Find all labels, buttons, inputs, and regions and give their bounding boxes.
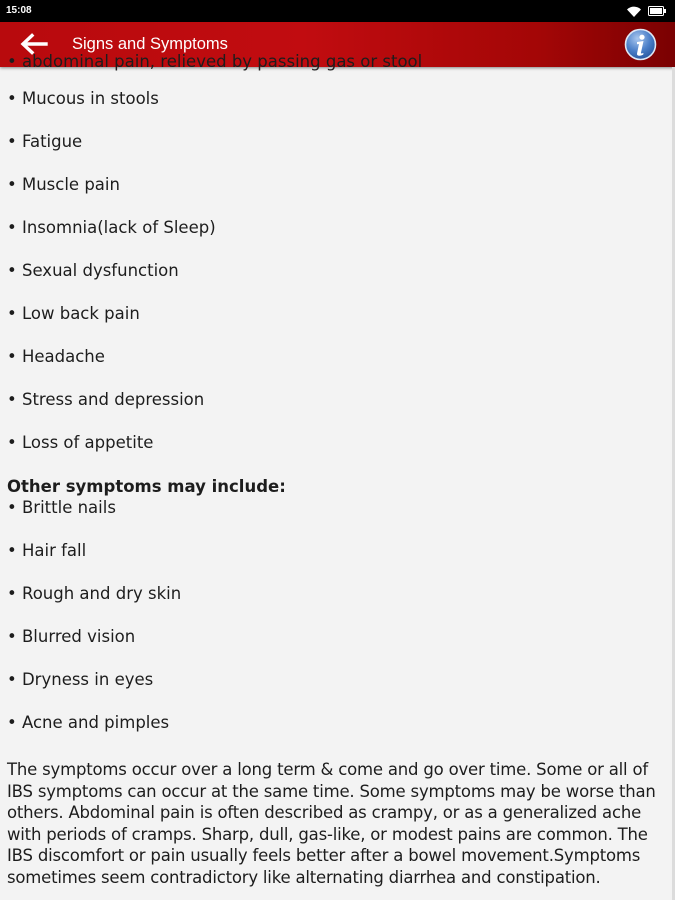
list-item: • Rough and dry skin <box>7 584 182 603</box>
list-item: • Stress and depression <box>7 390 205 409</box>
list-item: • Mucous in stools <box>7 89 159 108</box>
list-item: • Blurred vision <box>7 627 136 646</box>
list-item: • Dryness in eyes <box>7 670 154 689</box>
list-item: • Brittle nails <box>7 498 116 517</box>
list-item: • Muscle pain <box>7 175 120 194</box>
status-time: 15:08 <box>6 5 32 16</box>
list-item: • Hair fall <box>7 541 87 560</box>
list-item: • Insomnia(lack of Sleep) <box>7 218 216 237</box>
wifi-icon <box>627 6 641 17</box>
status-bar <box>0 0 675 22</box>
list-item: • Headache <box>7 347 105 366</box>
page-title: Signs and Symptoms <box>72 35 228 53</box>
other-symptoms-heading: Other symptoms may include: <box>7 477 286 496</box>
info-button[interactable] <box>624 28 657 61</box>
battery-icon <box>648 6 667 16</box>
list-item: • Acne and pimples <box>7 713 170 732</box>
status-icons <box>627 4 667 18</box>
list-item: • Fatigue <box>7 132 83 151</box>
list-item: • Low back pain <box>7 304 140 323</box>
summary-paragraph: The symptoms occur over a long term & come and go over time. Some or all of IBS symptoms can occur at the same time. Some symptoms may be worse than others. Abdominal pain is often described as crampy, or as a generalized ache with periods of cramps. Sharp, dull, gas-like, or modest pains are common. The IBS discomfort or pain usually feels better after a bowel movement.Symptoms sometimes seem contradictory like alternating diarrhea and constipation. <box>7 760 656 887</box>
partial-line: • abdominal pain, relieved by passing gas or stool <box>7 52 423 71</box>
list-item: • Loss of appetite <box>7 433 154 452</box>
list-item: • Sexual dysfunction <box>7 261 179 280</box>
content-area[interactable] <box>0 52 675 900</box>
info-icon <box>624 28 657 61</box>
